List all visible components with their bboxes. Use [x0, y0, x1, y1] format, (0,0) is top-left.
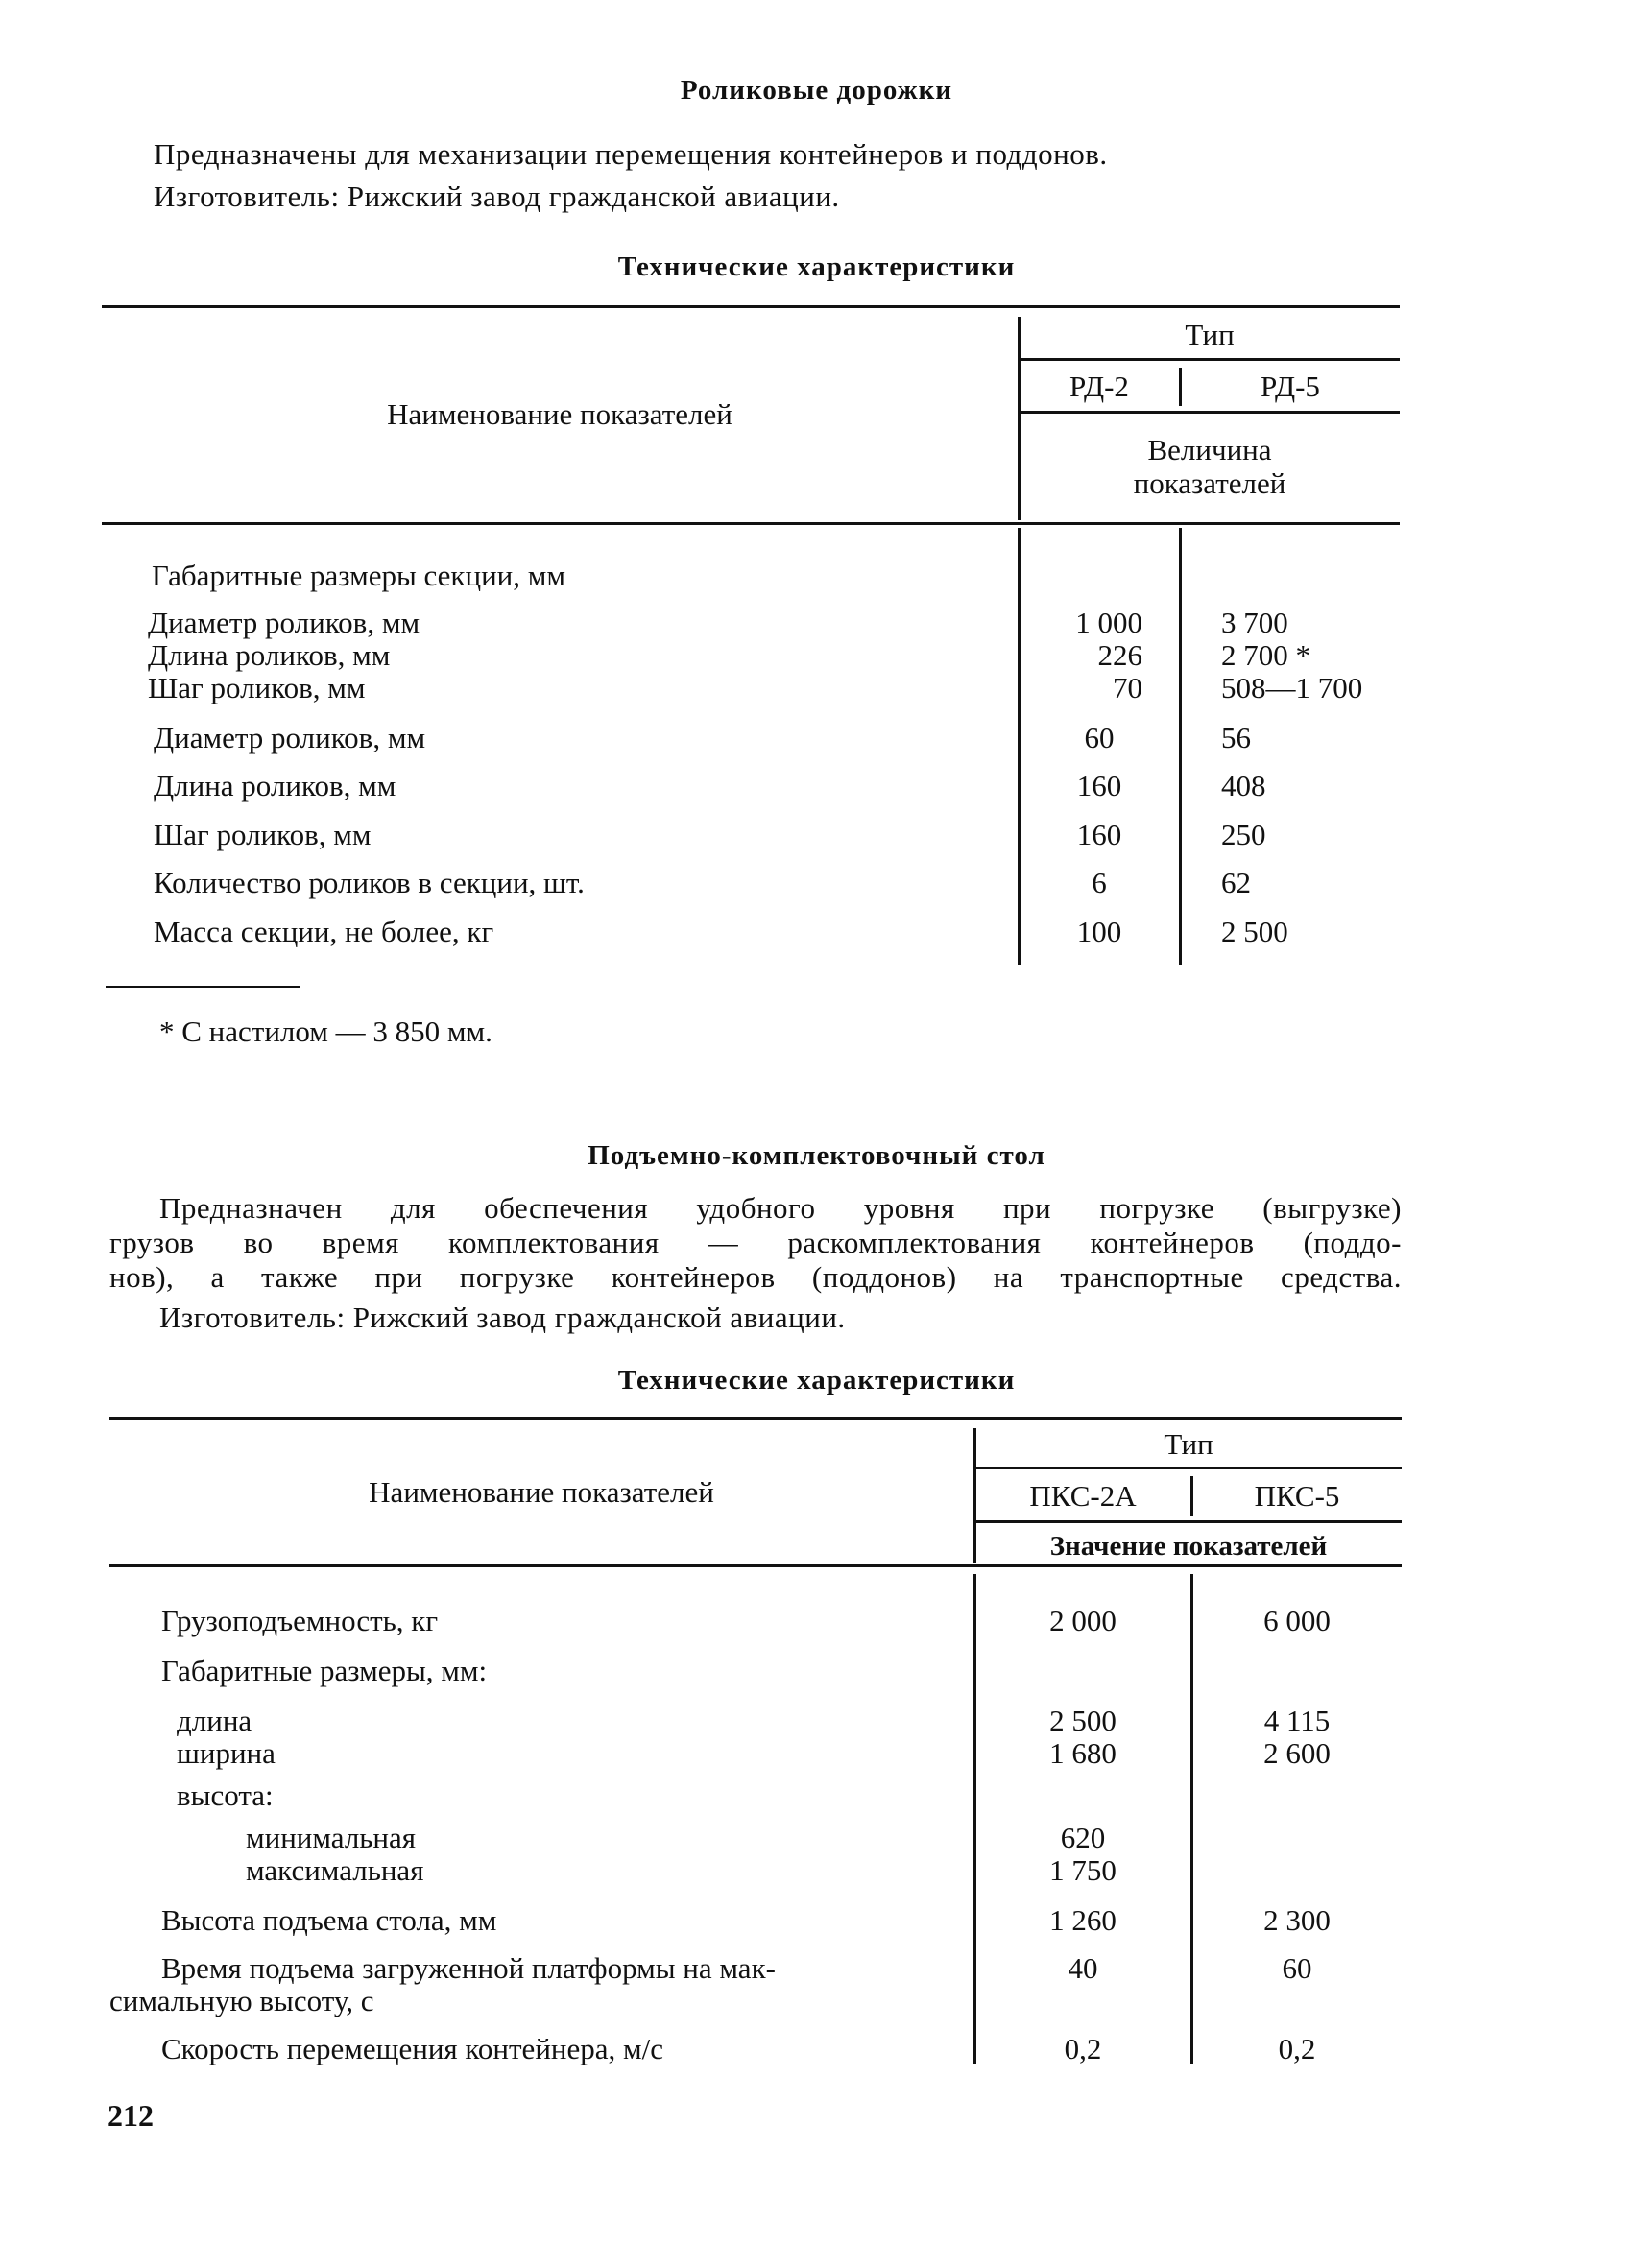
table1-row-label: Длина роликов, мм [154, 769, 396, 802]
table2-row-v1: 620 [1060, 1821, 1106, 1854]
table2-row-label: симальную высоту, с [109, 1984, 374, 2017]
table2-row-v2: 4 115 [1263, 1704, 1331, 1737]
section1-purpose: Предназначены для механизации перемещения контейнеров и поддонов. [154, 137, 1108, 171]
page-number: 212 [108, 2098, 154, 2133]
table1-row-v1: 6 [1092, 866, 1107, 899]
table1-row-label: Шаг роликов, мм [148, 671, 366, 704]
table2-row-v2: 60 [1282, 1951, 1312, 1985]
table1-row-v2: 508—1 700 [1221, 671, 1363, 704]
table1-row-v1: 226 [1097, 638, 1142, 672]
table1-row-v2: 56 [1221, 721, 1251, 754]
table2-value-header: Значение показателей [1049, 1531, 1328, 1562]
table1-row-label: Габаритные размеры секции, мм [152, 559, 565, 592]
table2-row-v1: 1 680 [1049, 1736, 1117, 1770]
table1-row-v2: 2 500 [1221, 915, 1288, 948]
table2-type-rule [975, 1467, 1402, 1469]
table1-name-header: Наименование показателей [387, 397, 732, 431]
table2-row-v1: 0,2 [1064, 2032, 1102, 2065]
table2-row-v1: 1 260 [1049, 1903, 1117, 1937]
table2-row-label: Скорость перемещения контейнера, м/с [161, 2032, 664, 2065]
section2-purpose-line3: нов), а также при погрузке контейнеров (поддонов) на транспортные средства. [109, 1260, 1402, 1294]
table1-row-v2: 250 [1221, 818, 1266, 851]
table1-row-label: Диаметр роликов, мм [154, 721, 426, 754]
table2-top-rule [109, 1417, 1402, 1420]
table1-row-v1: 100 [1076, 915, 1122, 948]
section2-purpose-line2: грузов во время комплектования — раскомплектования контейнеров (поддо- [109, 1226, 1402, 1259]
table1-row-v2: 62 [1221, 866, 1251, 899]
table2-row-v1: 1 750 [1049, 1853, 1117, 1887]
table1-type-rule [1020, 358, 1400, 361]
table2-row-v1: 40 [1068, 1951, 1098, 1985]
section2-table-title: Технические характеристики [617, 1365, 1016, 1396]
table2-row-label: Габаритные размеры, мм: [161, 1654, 488, 1687]
table1-row-label: Масса секции, не более, кг [154, 915, 494, 948]
table1-value-header-2: показателей [1133, 466, 1286, 500]
table1-row-v2: 3 700 [1221, 606, 1288, 639]
section1-manufacturer: Изготовитель: Рижский завод гражданской авиации. [154, 179, 840, 213]
footnote-rule [106, 986, 300, 988]
section2-manufacturer: Изготовитель: Рижский завод гражданской авиации. [159, 1301, 846, 1334]
table1-type-rd2: РД-2 [1069, 370, 1129, 403]
table1-row-v1: 160 [1076, 818, 1122, 851]
table1-top-rule [102, 305, 1400, 308]
table2-row-label: максимальная [246, 1853, 424, 1887]
table2-row-label: Время подъема загруженной платформы на мак- [161, 1951, 776, 1985]
table1-row-v1: 60 [1084, 721, 1115, 754]
table2-row-v2: 2 600 [1263, 1736, 1331, 1770]
table2-row-v2: 2 300 [1263, 1903, 1331, 1937]
table2-row-label: длина [177, 1704, 252, 1737]
table2-body-divider-1 [973, 1574, 976, 2064]
table1-footnote: * С настилом — 3 850 мм. [159, 1015, 492, 1048]
table2-type-pks2a: ПКС-2А [1029, 1479, 1137, 1513]
table1-row-v2: 2 700 * [1221, 638, 1310, 672]
section1-table-title: Технические характеристики [617, 251, 1016, 282]
section2-purpose-line1: Предназначен для обеспечения удобного уровня при погрузке (выгрузке) [159, 1191, 1402, 1225]
table2-row-v1: 2 000 [1049, 1604, 1117, 1637]
table2-row-label: Высота подъема стола, мм [161, 1903, 497, 1937]
table2-row-v2: 0,2 [1278, 2032, 1316, 2065]
table1-type-rd5: РД-5 [1261, 370, 1320, 403]
table2-header-bottom-rule [109, 1564, 1402, 1567]
table1-row-label: Количество роликов в секции, шт. [154, 866, 585, 899]
table1-row-v1: 160 [1076, 769, 1122, 802]
table1-row-v1: 1 000 [1075, 606, 1142, 639]
section1-title: Роликовые дорожки [680, 75, 953, 106]
table1-header-bottom-rule [102, 522, 1400, 525]
table1-row-label: Диаметр роликов, мм [148, 606, 420, 639]
table2-type-pks5: ПКС-5 [1254, 1479, 1340, 1513]
table1-value-header-1: Величина [1147, 433, 1272, 466]
table1-row-v1: 70 [1113, 671, 1142, 704]
table2-type-header: Тип [1164, 1427, 1213, 1461]
table2-row-label: ширина [177, 1736, 276, 1770]
table2-name-header: Наименование показателей [369, 1475, 714, 1509]
table1-row-label: Длина роликов, мм [148, 638, 391, 672]
table2-body-divider-2 [1190, 1574, 1193, 2064]
table2-types-rule [975, 1520, 1402, 1523]
table1-row-v2: 408 [1221, 769, 1266, 802]
table2-row-v1: 2 500 [1049, 1704, 1117, 1737]
table1-body-divider-2 [1179, 528, 1182, 965]
section2-title: Подъемно-комплектовочный стол [588, 1140, 1045, 1171]
table1-type-header: Тип [1185, 318, 1235, 351]
table2-row-v2: 6 000 [1263, 1604, 1331, 1637]
table1-types-rule [1020, 411, 1400, 414]
table2-row-label: высота: [177, 1779, 274, 1812]
table2-row-label: минимальная [246, 1821, 417, 1854]
table1-row-label: Шаг роликов, мм [154, 818, 372, 851]
table2-row-label: Грузоподъемность, кг [161, 1604, 439, 1637]
